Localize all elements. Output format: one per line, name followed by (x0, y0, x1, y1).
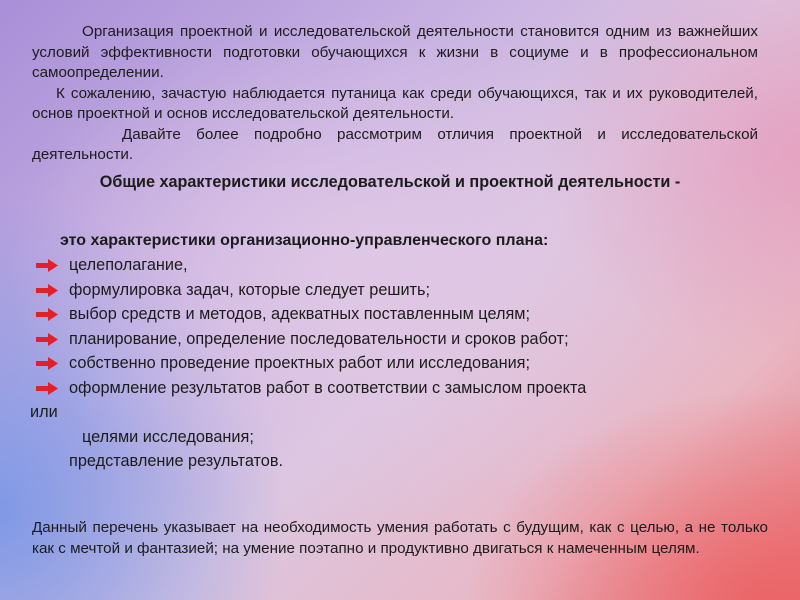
red-arrow-icon (36, 284, 58, 297)
intro-paragraph-2: К сожалению, зачастую наблюдается путаница как среди обучающихся, так и их руководителей, основ проектной и основ исследовательской деятельности. (32, 84, 758, 122)
red-arrow-icon (36, 382, 58, 395)
list-item-text: оформление результатов работ в соответствии с замыслом проекта (69, 378, 587, 397)
list-item-text: представление результатов. (69, 452, 284, 470)
list-item (36, 302, 776, 327)
list-item (36, 327, 776, 352)
list-item (36, 351, 776, 376)
red-arrow-icon (36, 308, 58, 321)
list-item (36, 278, 776, 303)
intro-paragraph-1: Организация проектной и исследовательской деятельности становится одним из важнейших условий эффективности подготовки обучающихся к жизни в социуме и в профессиональном самоопределении. (32, 23, 758, 81)
list-item-text: целеполагание, (69, 256, 188, 274)
list-item-continuation: или (30, 403, 58, 421)
list-item (36, 253, 776, 278)
list-item (36, 449, 776, 474)
list-item-continuation: целями исследования; (82, 427, 254, 446)
intro-paragraph-3: Давайте более подробно рассмотрим отличия проектной и исследовательской деятельности. (32, 125, 758, 163)
footer-text: Данный перечень указывает на необходимость умения работать с будущим, как с целью, а не только как с мечтой и фантазией; на умение поэтапно и продуктивно двигаться к намеченным целям. (32, 519, 768, 557)
section-heading: Общие характеристики исследовательской и проектной деятельности - (99, 173, 681, 191)
red-arrow-icon (36, 357, 58, 370)
list-item-text: собственно проведение проектных работ или исследования; (69, 354, 531, 372)
list-item (36, 376, 776, 401)
list-item-text: планирование, определение последовательности и сроков работ; (69, 329, 569, 348)
characteristics-list (30, 253, 776, 474)
intro-text (32, 22, 758, 166)
red-arrow-icon (36, 259, 58, 272)
list-item-text: выбор средств и методов, адекватных поставленным целям; (69, 305, 530, 323)
list-item-text: формулировка задач, которые следует решить; (69, 280, 431, 299)
section-subheading: это характеристики организационно-управленческого плана: (60, 232, 549, 249)
red-arrow-icon (36, 333, 58, 346)
